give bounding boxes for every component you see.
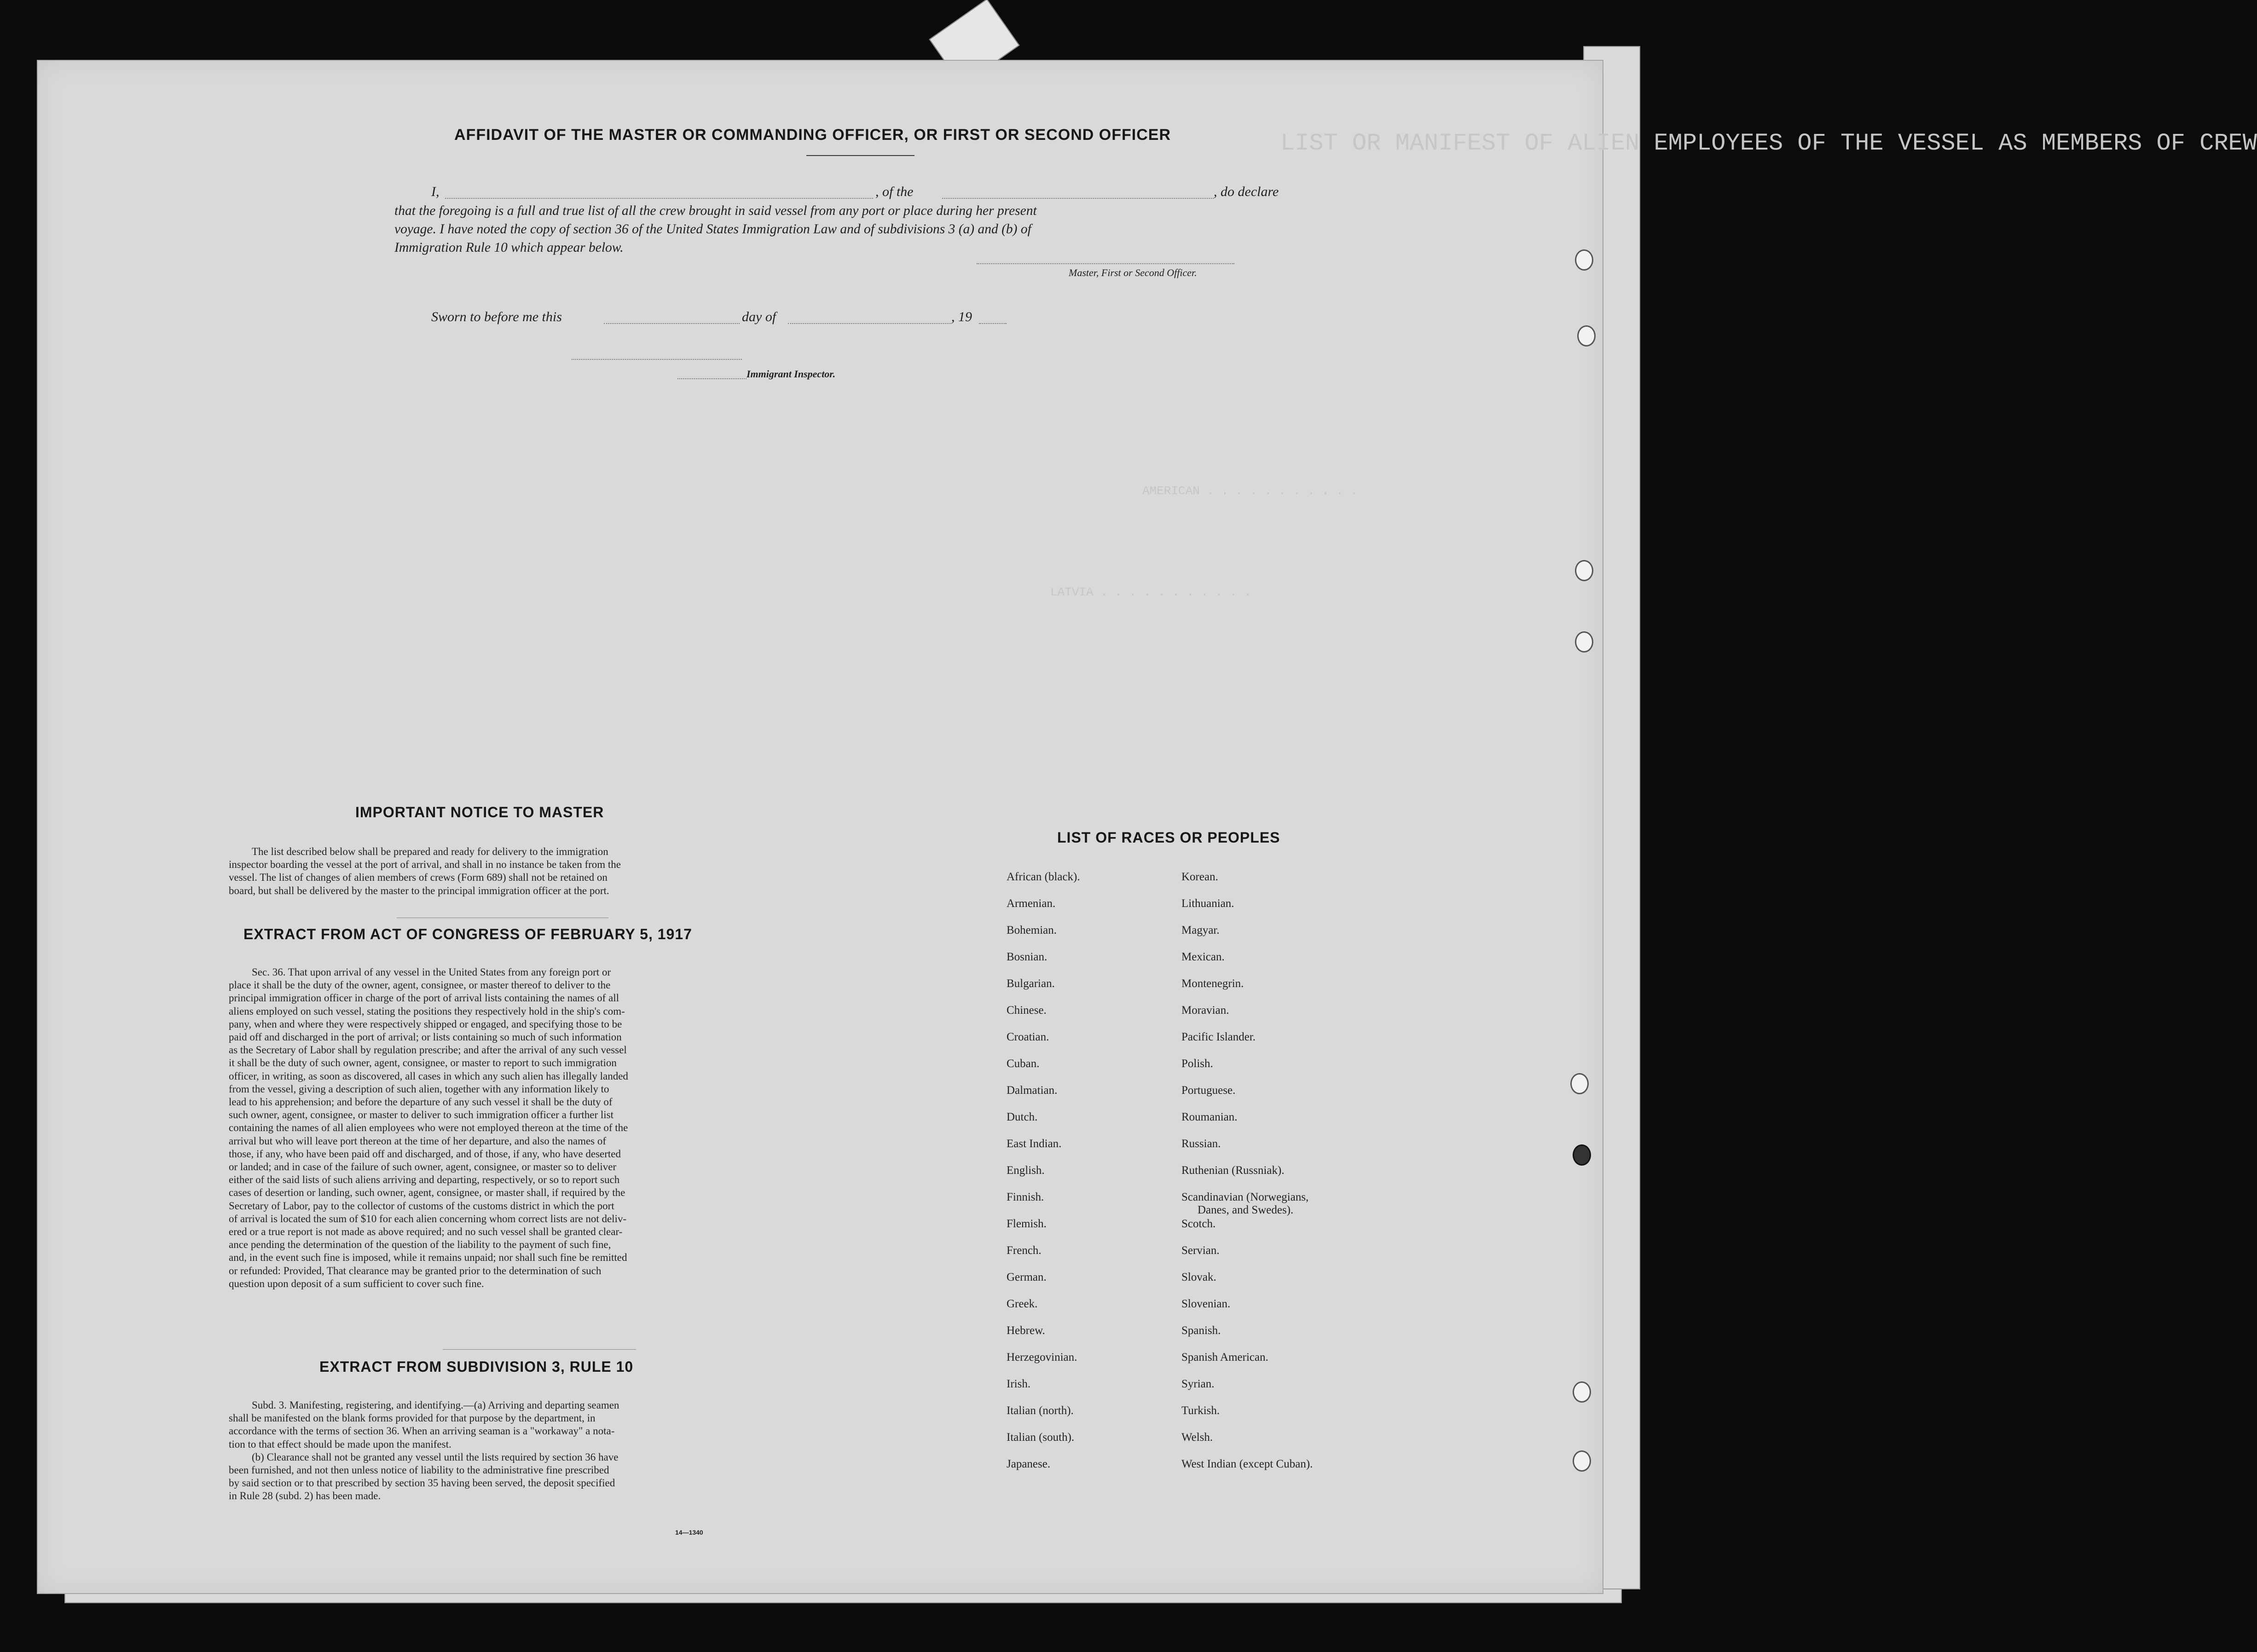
- act-line: or refunded: Provided, That clearance may be granted prior to the determination of such: [229, 1265, 602, 1277]
- notice-line: vessel. The list of changes of alien members of crews (Form 689) shall not be retained on: [229, 872, 608, 884]
- vessel-blank[interactable]: [942, 198, 1214, 199]
- punch-hole: [1575, 560, 1593, 581]
- race-item: English.: [1007, 1164, 1045, 1177]
- signature-caption: Master, First or Second Officer.: [1069, 267, 1197, 278]
- rule-line: Subd. 3. Manifesting, registering, and identifying.—(a) Arriving and departing seamen: [252, 1399, 619, 1411]
- sworn-day-of: day of: [742, 309, 776, 324]
- punch-hole: [1573, 1144, 1591, 1166]
- affidavit-line1-i: I,: [431, 184, 440, 199]
- signature-blank[interactable]: [977, 263, 1234, 264]
- act-line: those, if any, who have been paid off and discharged, and of those, if any, who have deserted: [229, 1148, 621, 1160]
- race-item: Spanish American.: [1181, 1351, 1268, 1363]
- act-line: containing the names of all alien employees who were not employed thereon at the time of the: [229, 1122, 628, 1134]
- act-line: ance pending the determination of the question of the liability to the payment of such fine,: [229, 1239, 611, 1251]
- act-line: aliens employed on such vessel, stating the positions they respectively hold in the ship's com-: [229, 1005, 625, 1017]
- race-item: Lithuanian.: [1181, 897, 1234, 910]
- act-line: it shall be the duty of such owner, agent, consignee, or master to report to such immigration: [229, 1057, 617, 1069]
- bleed-through-text: LATVIA . . . . . . . . . . .: [1050, 585, 1251, 599]
- sworn-prefix: Sworn to before me this: [431, 309, 562, 324]
- race-item: Croatian.: [1007, 1031, 1049, 1043]
- race-item: Montenegrin.: [1181, 977, 1244, 990]
- act-line: Sec. 36. That upon arrival of any vessel in the United States from any foreign port or: [252, 966, 611, 978]
- act-line: cases of desertion or landing, such owner, agent, consignee, or master shall, if required by the: [229, 1187, 625, 1199]
- act-line: paid off and discharged in the port of arrival; or lists containing so much of such information: [229, 1031, 622, 1043]
- race-item: Bohemian.: [1007, 924, 1057, 936]
- act-line: lead to his apprehension; and before the departure of any such vessel it shall be the duty of: [229, 1096, 613, 1108]
- rule-line: in Rule 28 (subd. 2) has been made.: [229, 1490, 381, 1502]
- race-item: Irish.: [1007, 1378, 1031, 1390]
- act-line: principal immigration officer in charge of the port of arrival lists containing the names of all: [229, 992, 619, 1004]
- act-line: or landed; and in case of the failure of such owner, agent, consignee, or master so to deliver: [229, 1161, 617, 1173]
- race-item: German.: [1007, 1271, 1047, 1283]
- bleed-through-text: AMERICAN . . . . . . . . . . .: [1142, 484, 1358, 498]
- race-item: Welsh.: [1181, 1431, 1213, 1444]
- rule-body: [229, 1399, 799, 1503]
- affidavit-line1-declare: , do declare: [1214, 184, 1279, 199]
- act-body: [229, 966, 799, 1290]
- act-line: arrival but who will leave port thereon at the time of her departure, and also the names of: [229, 1135, 607, 1147]
- race-item: Roumanian.: [1181, 1111, 1238, 1123]
- race-item: Flemish.: [1007, 1218, 1047, 1230]
- race-item: African (black).: [1007, 871, 1080, 883]
- section-rule: [443, 1349, 636, 1350]
- race-item: Cuban.: [1007, 1057, 1040, 1070]
- act-line: from the vessel, giving a description of such alien, together with any information likely to: [229, 1083, 609, 1095]
- race-item: Bulgarian.: [1007, 977, 1055, 990]
- race-item: French.: [1007, 1244, 1042, 1257]
- inspector-signature-blank[interactable]: [572, 359, 742, 360]
- race-item: Ruthenian (Russniak).: [1181, 1164, 1285, 1177]
- sworn-year: , 19: [951, 309, 972, 324]
- race-item: East Indian.: [1007, 1138, 1062, 1150]
- act-line: Secretary of Labor, pay to the collector of customs of the customs district in which the port: [229, 1200, 614, 1212]
- document-page: [37, 60, 2257, 1594]
- affidavit-line2: that the foregoing is a full and true list of all the crew brought in said vessel from any port or place during her present: [394, 203, 1037, 218]
- form-number: 14—1340: [675, 1529, 703, 1536]
- race-item: West Indian (except Cuban).: [1181, 1458, 1313, 1470]
- inspector-caption: Immigrant Inspector.: [747, 368, 836, 380]
- rule-line: shall be manifested on the blank forms provided for that purpose by the department, in: [229, 1412, 596, 1424]
- race-item: Italian (south).: [1007, 1431, 1075, 1444]
- race-item: Servian.: [1181, 1244, 1220, 1257]
- race-item: Polish.: [1181, 1057, 1213, 1070]
- punch-hole: [1573, 1450, 1591, 1472]
- notice-line: inspector boarding the vessel at the port of arrival, and shall in no instance be taken from the: [229, 859, 621, 871]
- notice-line: The list described below shall be prepared and ready for delivery to the immigration: [252, 846, 608, 857]
- affidavit-title-rule: [806, 155, 914, 156]
- race-item: Moravian.: [1181, 1004, 1229, 1017]
- race-item: Scotch.: [1181, 1218, 1216, 1230]
- race-item: Korean.: [1181, 871, 1218, 883]
- act-line: such owner, agent, consignee, or master to deliver to such immigration officer a further list: [229, 1109, 613, 1121]
- rule-line: been furnished, and not then unless notice of liability to the administrative fine prescribed: [229, 1464, 609, 1476]
- act-line: officer, in writing, as soon as discovered, all cases in which any such alien has illegally landed: [229, 1070, 628, 1082]
- rule-title: EXTRACT FROM SUBDIVISION 3, RULE 10: [319, 1358, 634, 1375]
- race-item: Greek.: [1007, 1298, 1038, 1310]
- affidavit-title: AFFIDAVIT OF THE MASTER OR COMMANDING OFFICER, OR FIRST OR SECOND OFFICER: [454, 126, 1171, 144]
- race-item: Scandinavian (Norwegians,: [1181, 1191, 1309, 1203]
- act-line: ered or a true report is not made as above required; and no such vessel shall be granted clear-: [229, 1226, 623, 1238]
- race-item: Pacific Islander.: [1181, 1031, 1256, 1043]
- race-item: Portuguese.: [1181, 1084, 1236, 1097]
- act-title: EXTRACT FROM ACT OF CONGRESS OF FEBRUARY 5, 1917: [243, 926, 692, 942]
- race-item: Bosnian.: [1007, 951, 1047, 963]
- race-item: Slovenian.: [1181, 1298, 1231, 1310]
- race-item: Russian.: [1181, 1138, 1221, 1150]
- punch-hole: [1573, 1381, 1591, 1403]
- race-item: Spanish.: [1181, 1324, 1221, 1337]
- punch-hole: [1575, 249, 1593, 271]
- races-title: LIST OF RACES OR PEOPLES: [1057, 829, 1280, 846]
- race-item: Magyar.: [1181, 924, 1220, 936]
- rule-line: by said section or to that prescribed by section 35 having been served, the deposit specified: [229, 1477, 615, 1489]
- race-item: Dutch.: [1007, 1111, 1038, 1123]
- race-item: Turkish.: [1181, 1404, 1220, 1417]
- race-item: Japanese.: [1007, 1458, 1051, 1470]
- affidavit-line1-of-the: , of the: [875, 184, 914, 199]
- bleed-through-text: LIST OR MANIFEST OF ALIEN EMPLOYEES OF THE VESSEL AS MEMBERS OF CREW: [1280, 130, 2257, 157]
- rule-line: accordance with the terms of section 36. When an arriving seaman is a "workaway" a nota-: [229, 1425, 615, 1437]
- affidavit-line4: Immigration Rule 10 which appear below.: [394, 240, 624, 255]
- act-line: either of the said lists of such aliens arriving and departing, respectively, or so to report such: [229, 1174, 620, 1186]
- name-blank[interactable]: [445, 198, 873, 199]
- inspector-blank[interactable]: [677, 378, 747, 379]
- affidavit-line3: voyage. I have noted the copy of section 36 of the United States Immigration Law and of subdivisions 3 (a) and (b) of: [394, 222, 1031, 237]
- race-item: Syrian.: [1181, 1378, 1215, 1390]
- notice-line: board, but shall be delivered by the master to the principal immigration officer at the port.: [229, 884, 609, 896]
- race-item: Dalmatian.: [1007, 1084, 1058, 1097]
- act-line: of arrival is located the sum of $10 for each alien concerning whom correct lists are not deliv-: [229, 1213, 627, 1225]
- act-line: question upon deposit of a sum sufficient to cover such fine.: [229, 1277, 484, 1289]
- rule-line: (b) Clearance shall not be granted any vessel until the lists required by section 36 have: [252, 1451, 619, 1463]
- race-item: Italian (north).: [1007, 1404, 1074, 1417]
- year-blank[interactable]: [979, 323, 1007, 324]
- race-item: Slovak.: [1181, 1271, 1216, 1283]
- act-line: pany, when and where they were respectively shipped or engaged, and specifying those to be: [229, 1018, 622, 1030]
- notice-title: IMPORTANT NOTICE TO MASTER: [355, 804, 604, 820]
- punch-hole: [1570, 1073, 1589, 1094]
- race-item: Danes, and Swedes).: [1198, 1204, 1294, 1216]
- act-line: place it shall be the duty of the owner, agent, consignee, or master thereof to deliver to the: [229, 979, 611, 991]
- act-line: as the Secretary of Labor shall by regulation prescribe; and after the arrival of any such vessel: [229, 1044, 627, 1056]
- rule-line: tion to that effect should be made upon the manifest.: [229, 1438, 451, 1450]
- race-item: Finnish.: [1007, 1191, 1044, 1203]
- race-item: Armenian.: [1007, 897, 1056, 910]
- race-item: Herzegovinian.: [1007, 1351, 1077, 1363]
- race-item: Hebrew.: [1007, 1324, 1045, 1337]
- notice-body: [229, 845, 799, 897]
- punch-hole: [1575, 631, 1593, 653]
- day-blank[interactable]: [604, 323, 740, 324]
- race-item: Chinese.: [1007, 1004, 1047, 1017]
- month-blank[interactable]: [788, 323, 951, 324]
- act-line: and, in the event such fine is imposed, while it remains unpaid; nor shall such fine be remitted: [229, 1252, 627, 1264]
- punch-hole: [1577, 325, 1596, 347]
- race-item: Mexican.: [1181, 951, 1225, 963]
